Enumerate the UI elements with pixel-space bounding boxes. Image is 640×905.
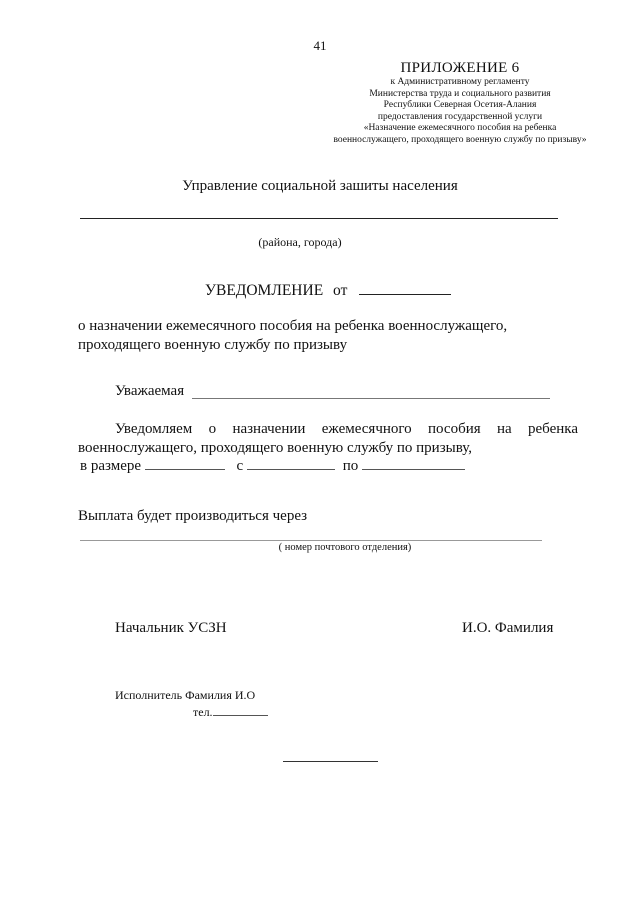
notice-date-field[interactable] (359, 280, 451, 295)
executor-label: Исполнитель Фамилия И.О (115, 688, 256, 702)
executor-phone (193, 705, 268, 720)
phone-field[interactable] (213, 705, 268, 716)
district-caption: (района, города) (258, 235, 342, 249)
amount-size-field[interactable] (145, 457, 225, 470)
appendix-line: к Административному регламенту (390, 77, 530, 87)
appendix-line: Республики Северная Осетия-Алания (383, 100, 537, 111)
signatory-name: И.О. Фамилия (462, 620, 554, 636)
appendix-line: «Назначение ежемесячного пособия на ребенка (363, 123, 557, 134)
district-fill-line[interactable] (80, 218, 558, 219)
notice-heading (205, 280, 451, 300)
notice-title: УВЕДОМЛЕНИЕ (205, 282, 324, 299)
post-office-field[interactable] (80, 540, 542, 541)
appendix-line: Министерства труда и социального развития (369, 88, 551, 99)
payment-label: Выплата будет производиться через (78, 508, 308, 524)
page-number: 41 (313, 38, 327, 53)
notice-subject: о назначении ежемесячного пособия на ребенка военнослужащего, проходящего военную службу по призыву (78, 318, 508, 353)
appendix-header (300, 60, 620, 147)
amount-to-date-field[interactable] (362, 457, 465, 470)
amount-size-label: в размере (80, 458, 142, 474)
appendix-line: военнослужащего, проходящего военную службу по призыву» (333, 134, 587, 145)
notice-from-label: от (333, 282, 348, 299)
notice-body-text: Уведомляем о назначении ежемесячного пособия на ребенка военнослужащего, проходящего военную службу по призыву, (78, 421, 578, 456)
organization-name: Управление социальной зашиты населения (182, 178, 458, 194)
recipient-name-field[interactable] (192, 398, 550, 399)
post-office-caption: ( номер почтового отделения) (278, 542, 412, 553)
phone-label: тел. (193, 705, 213, 719)
appendix-title: ПРИЛОЖЕНИЕ 6 (400, 60, 520, 76)
amount-from-date-field[interactable] (247, 457, 335, 470)
amount-from-label: с (236, 458, 244, 474)
salutation: Уважаемая (115, 383, 185, 399)
appendix-line: предоставления государственной услуги (377, 111, 543, 122)
signatory-position: Начальник УСЗН (115, 620, 227, 636)
end-divider (283, 761, 378, 762)
amount-to-label: по (342, 458, 359, 474)
amount-line (80, 457, 465, 475)
